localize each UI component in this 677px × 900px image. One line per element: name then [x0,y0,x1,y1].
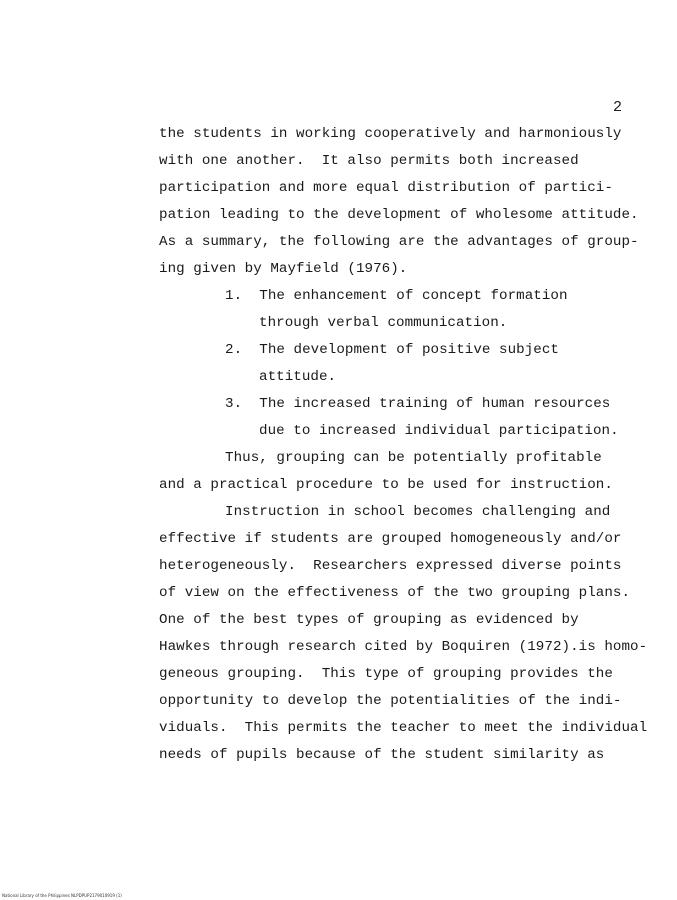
list-item-line: due to increased individual participation. [259,423,619,439]
list-item-line: 3. The increased training of human resources [225,396,611,412]
text-line: heterogeneously. Researchers expressed diverse points [159,558,622,574]
list-item-line: through verbal communication. [259,315,508,331]
text-line: effective if students are grouped homogeneously and/or [159,531,622,547]
text-line: pation leading to the development of wholesome attitude. [159,207,639,223]
text-line: Thus, grouping can be potentially profitable [225,450,602,466]
page-number: 2 [613,99,623,116]
text-line: geneous grouping. This type of grouping provides the [159,666,613,682]
text-line: needs of pupils because of the student similarity as [159,747,605,763]
text-line: and a practical procedure to be used for instruction. [159,477,613,493]
text-line: with one another. It also permits both increased [159,153,579,169]
list-item-line: attitude. [259,369,337,385]
text-line: Hawkes through research cited by Boquiren (1972).is homo- [159,639,648,655]
text-line: participation and more equal distribution of partici- [159,180,613,196]
text-line: As a summary, the following are the advantages of group- [159,234,639,250]
list-item-line: 2. The development of positive subject [225,342,559,358]
text-line: opportunity to develop the potentialities of the indi- [159,693,622,709]
footer-watermark: National Library of the Philippines NLPDPUP2179010919 (1) [2,893,122,898]
list-item-line: 1. The enhancement of concept formation [225,288,568,304]
text-line: Instruction in school becomes challenging and [225,504,611,520]
text-line: One of the best types of grouping as evidenced by [159,612,579,628]
text-line: viduals. This permits the teacher to meet the individual [159,720,648,736]
text-line: the students in working cooperatively and harmoniously [159,126,622,142]
text-line: ing given by Mayfield (1976). [159,261,408,277]
text-line: of view on the effectiveness of the two grouping plans. [159,585,631,601]
